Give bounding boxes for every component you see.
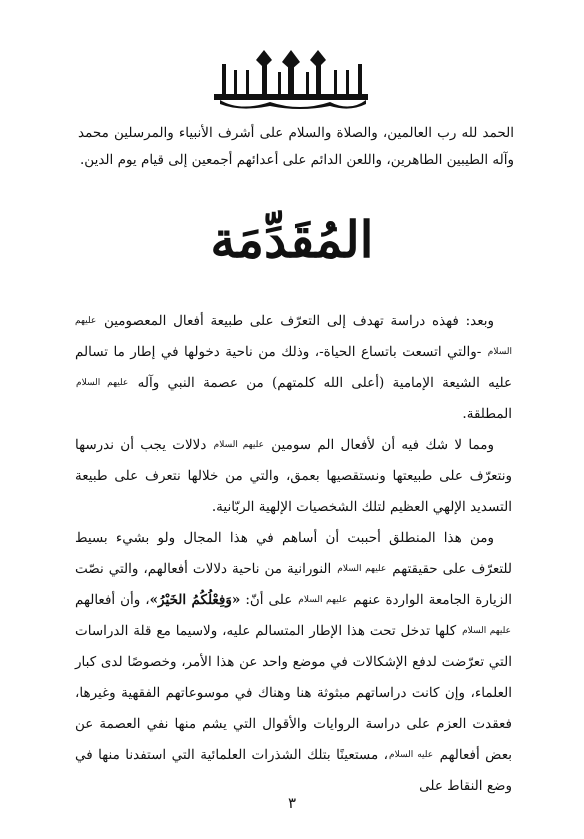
honorific-mark: عليهم السلام	[462, 626, 511, 636]
page-number: ٣	[287, 794, 297, 812]
basmala-ornament-icon	[210, 50, 372, 112]
text-segment: ومن هذا المنطلق أحببت أن أساهم في هذا المجال ولو بشيء بسيط للتعرّف على حقيقتهم	[75, 530, 513, 577]
text-segment: ، مستعينًا بتلك الشذرات العلمائية التي استفدنا منها في وضع النقاط على	[75, 747, 512, 794]
honorific-mark: عليهم السلام	[213, 440, 264, 450]
text-segment: دلالات يجب أن ندرسها ونتعرّف على طبيعتها ونستقصيها بعمق، والتي من خلالها نتعرف على طبيعة التسديد الإلهي العظيم لتلك الشخصيات الإلهية الربّانية.	[75, 437, 512, 515]
paragraph-3	[75, 523, 512, 802]
page-title: المُقَدِّمَة	[210, 210, 374, 269]
text-segment: كلها تدخل تحت هذا الإطار المتسالم عليه، ولاسيما مع قلة الدراسات التي تعرّضت لدفع الإشكالات في موضع واحد عن هذا الأمر، وخصوصًا لدى كبار العلماء، وإن كانت دراساتهم مبثوثة هنا وهناك في موسوعاتهم الفقهية وغيرها، فعقدت العزم على دراسة الروايات والأقوال التي يشم منها نفي العصمة عن بعض أفعالهم	[75, 623, 512, 763]
honorific-mark: عليهم السلام	[298, 595, 348, 605]
paragraph-1	[75, 306, 512, 430]
text-segment: ومما لا شك فيه أن لأفعال الم سومين	[271, 437, 495, 453]
body-text	[75, 306, 512, 802]
text-segment: -والتي اتسعت باتساع الحياة-، وذلك من ناحية دخولها في إطار ما تسالم عليه الشيعة الإمامية (أعلى الله كلمتهم) من عصمة النبي وآله	[75, 344, 513, 391]
text-segment: وبعد: فهذه دراسة تهدف إلى التعرّف على طبيعة أفعال المعصومين	[103, 313, 494, 329]
honorific-mark: عليهم السلام	[76, 378, 129, 388]
basmala-calligraphy	[210, 50, 372, 112]
text-segment: المطلقة.	[462, 406, 512, 422]
text-segment: على أنّ:	[245, 592, 293, 608]
intro-praise: الحمد لله رب العالمين، والصلاة والسلام على أشرف الأنبياء والمرسلين محمد وآله الطيبين الطاهرين، واللعن الدائم على أعدائهم أجمعين إلى قيام يوم الدين.	[78, 125, 514, 168]
text-segment: النورانية من ناحية دلالات أفعالهم، والتي نصّت الزيارة الجامعة الواردة عنهم	[75, 561, 513, 608]
honorific-mark: عليهم السلام	[337, 564, 387, 574]
honorific-mark: عليهم السلام	[75, 316, 512, 357]
paragraph-2	[75, 430, 512, 523]
text-segment: ، وأن أفعالهم	[75, 592, 150, 608]
honorific-mark: عليه السلام	[389, 750, 434, 760]
quote-text: «وَفِعْلُكُمُ الخَيْرُ»	[149, 592, 241, 608]
